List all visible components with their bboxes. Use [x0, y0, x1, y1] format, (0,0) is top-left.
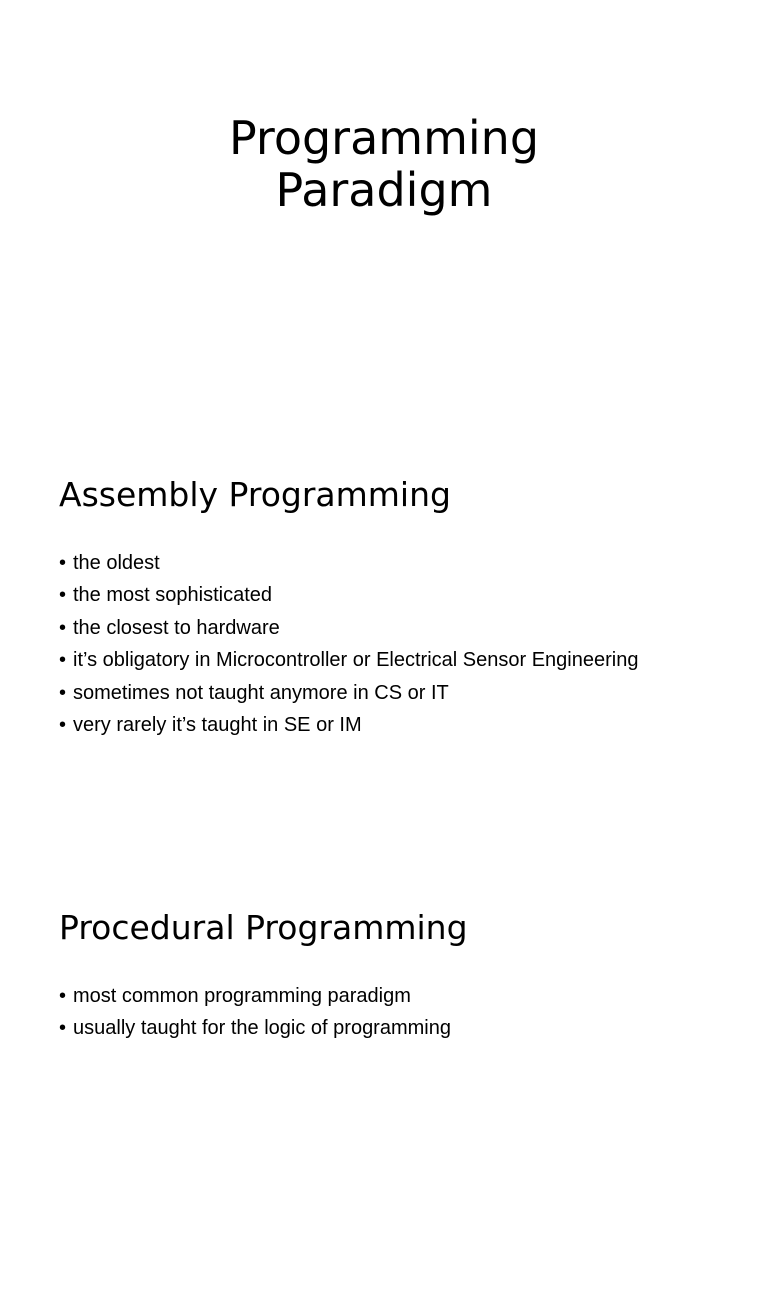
bullet-item: • the oldest	[59, 547, 638, 579]
bullet-item: • the closest to hardware	[59, 612, 638, 644]
slide-title	[0, 112, 768, 216]
bullet-item: • very rarely it’s taught in SE or IM	[59, 709, 638, 741]
bullet-item: • sometimes not taught anymore in CS or IT	[59, 677, 638, 709]
title-slide	[0, 0, 768, 433]
slide-heading: Procedural Programming	[59, 908, 468, 947]
bullet-item: • the most sophisticated	[59, 579, 638, 611]
procedural-programming-slide	[0, 866, 768, 1299]
bullet-item: • it’s obligatory in Microcontroller or Electrical Sensor Engineering	[59, 644, 638, 676]
slide-title-line: Paradigm	[275, 163, 493, 217]
bullet-item: • most common programming paradigm	[59, 980, 451, 1012]
bullet-item: • usually taught for the logic of programming	[59, 1012, 451, 1044]
slide-heading: Assembly Programming	[59, 475, 451, 514]
bullet-list	[59, 980, 451, 1045]
assembly-programming-slide	[0, 433, 768, 866]
slide-title-line: Programming	[228, 111, 540, 165]
bullet-list	[59, 547, 638, 741]
